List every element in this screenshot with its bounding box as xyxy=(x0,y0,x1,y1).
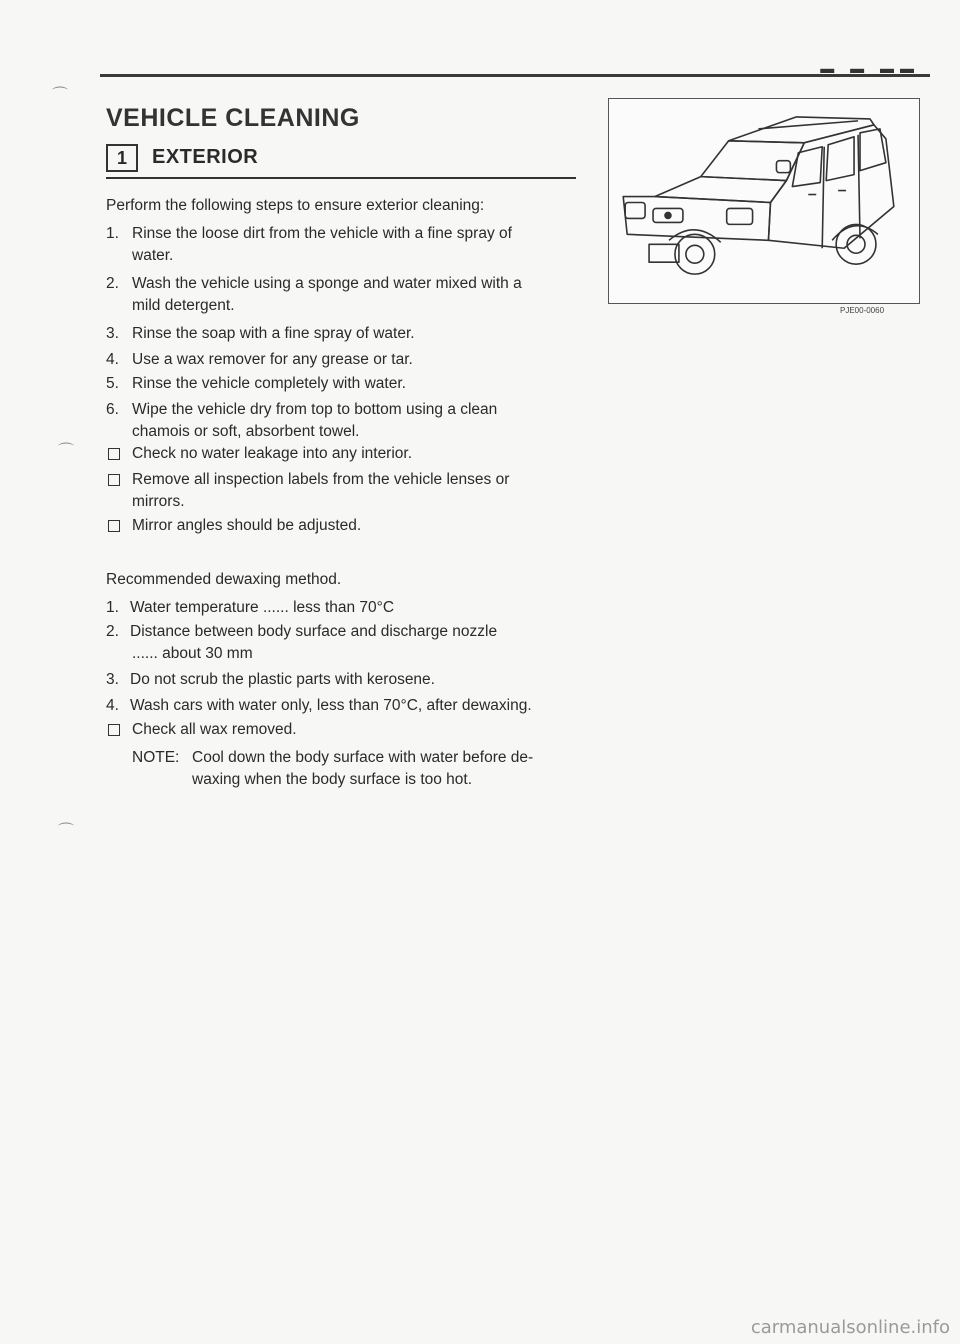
checkbox-icon xyxy=(108,724,120,736)
section-rule xyxy=(106,177,576,179)
step-text: Rinse the vehicle completely with water. xyxy=(132,375,406,392)
header-marks: ▬ ▬ ▬▬ xyxy=(820,60,920,76)
header-rule xyxy=(100,74,930,77)
section-title: EXTERIOR xyxy=(152,146,259,168)
check-text: Mirror angles should be adjusted. xyxy=(132,517,362,534)
vehicle-illustration xyxy=(608,98,920,304)
step-number: 1. xyxy=(106,225,119,242)
margin-mark: ⌒ xyxy=(58,443,75,460)
watermark-footer: carmanualsonline.info xyxy=(750,1317,950,1338)
checkbox-icon xyxy=(108,520,120,532)
dewax-number: 2. xyxy=(106,623,119,640)
dewax-number: 3. xyxy=(106,671,119,688)
step-text: Use a wax remover for any grease or tar. xyxy=(132,351,413,368)
step-text: mild detergent. xyxy=(132,297,235,314)
step-text: Rinse the loose dirt from the vehicle with a fine spray of xyxy=(132,225,512,242)
section-number: 1 xyxy=(106,144,138,172)
dewax-number: 4. xyxy=(106,697,119,714)
dewax-text: Distance between body surface and discharge nozzle xyxy=(130,623,498,640)
dewax-text: Do not scrub the plastic parts with kerosene. xyxy=(130,671,435,688)
page-title: VEHICLE CLEANING xyxy=(106,104,360,132)
step-number: 5. xyxy=(106,375,119,392)
suv-illustration-icon xyxy=(609,99,918,302)
step-number: 2. xyxy=(106,275,119,292)
step-number: 4. xyxy=(106,351,119,368)
checkbox-icon xyxy=(108,448,120,460)
step-text: chamois or soft, absorbent towel. xyxy=(132,423,360,440)
dewax-heading: Recommended dewaxing method. xyxy=(106,571,342,588)
step-text: Wash the vehicle using a sponge and water mixed with a xyxy=(132,275,522,292)
check-text: Check no water leakage into any interior. xyxy=(132,445,413,462)
dewax-text: ...... about 30 mm xyxy=(132,645,253,662)
dewax-number: 1. xyxy=(106,599,119,616)
check-text: mirrors. xyxy=(132,493,185,510)
note-text: Cool down the body surface with water before de- xyxy=(192,749,534,766)
checkbox-icon xyxy=(108,474,120,486)
check-text: Remove all inspection labels from the vehicle lenses or xyxy=(132,471,510,488)
figure-caption: PJE00-0060 xyxy=(840,306,885,315)
margin-mark: ⌒ xyxy=(58,823,75,840)
step-number: 3. xyxy=(106,325,119,342)
note-text: waxing when the body surface is too hot. xyxy=(192,771,473,788)
dewax-text: Water temperature ...... less than 70°C xyxy=(130,599,395,616)
note-label: NOTE: xyxy=(132,749,180,766)
margin-mark: ⌒ xyxy=(52,87,69,104)
section-header xyxy=(106,144,576,180)
step-text: Wipe the vehicle dry from top to bottom using a clean xyxy=(132,401,498,418)
step-text: Rinse the soap with a fine spray of water. xyxy=(132,325,415,342)
step-text: water. xyxy=(132,247,174,264)
intro-text: Perform the following steps to ensure exterior cleaning: xyxy=(106,197,485,214)
dewax-text: Wash cars with water only, less than 70°C, after dewaxing. xyxy=(130,697,532,714)
step-number: 6. xyxy=(106,401,119,418)
dewax-check-text: Check all wax removed. xyxy=(132,721,297,738)
